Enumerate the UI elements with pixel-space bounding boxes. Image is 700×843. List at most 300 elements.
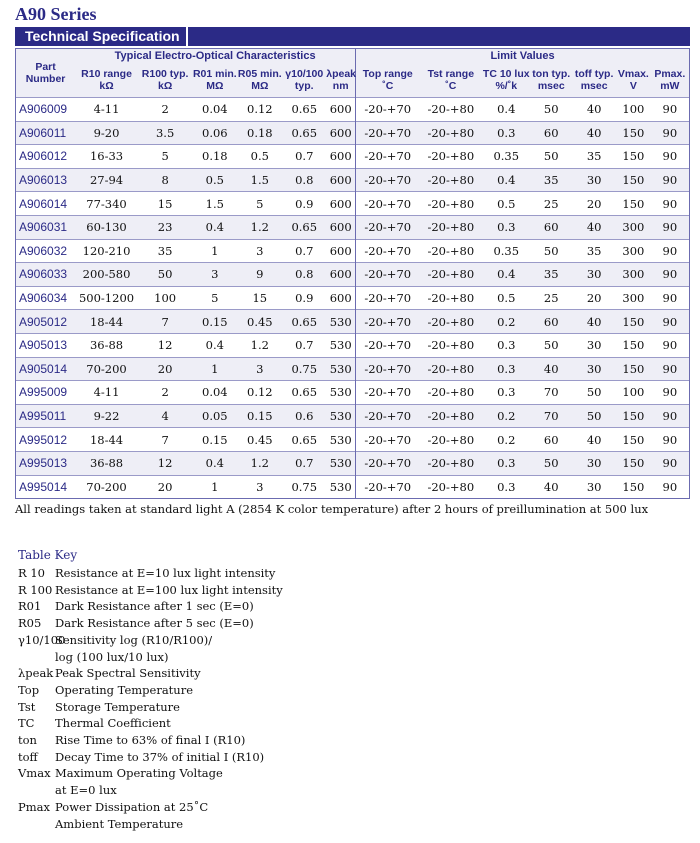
- table-cell: 90: [651, 428, 690, 452]
- footnote: All readings taken at standard light A (2854 K color temperature) after 2 hours of preillumination at 500 lux: [15, 502, 649, 516]
- table-cell: 35: [572, 145, 616, 169]
- table-cell: 9-20: [75, 121, 138, 145]
- table-cell: 0.5: [192, 168, 237, 192]
- table-cell: 20: [138, 357, 192, 381]
- key-description: at E=0 lux: [55, 783, 117, 798]
- table-cell: -20-+80: [419, 310, 482, 334]
- table-row: [16, 475, 690, 499]
- key-item: [18, 732, 283, 749]
- table-cell: -20-+70: [356, 451, 420, 475]
- table-cell: 0.65: [282, 98, 326, 122]
- table-cell: 3: [237, 357, 282, 381]
- table-cell: 50: [530, 239, 572, 263]
- table-cell: 30: [572, 263, 616, 287]
- table-cell: 0.3: [482, 333, 530, 357]
- key-symbol: Vmax: [18, 766, 51, 781]
- key-item: [18, 649, 283, 666]
- key-description: Decay Time to 37% of initial I (R10): [55, 749, 265, 764]
- table-row: [16, 168, 690, 192]
- table-cell: 0.75: [282, 357, 326, 381]
- table-cell: 100: [616, 381, 651, 405]
- table-cell: 3: [237, 239, 282, 263]
- key-description: Ambient Temperature: [55, 816, 184, 831]
- table-cell: 90: [651, 239, 690, 263]
- table-row: [16, 98, 690, 122]
- table-cell: 25: [530, 192, 572, 216]
- key-item: [18, 749, 283, 766]
- table-cell: 4-11: [75, 381, 138, 405]
- table-cell: 0.2: [482, 404, 530, 428]
- key-description: Operating Temperature: [55, 682, 194, 697]
- group-header-typical: Typical Electro-Optical Characteristics: [75, 49, 355, 63]
- table-cell: 90: [651, 310, 690, 334]
- table-cell: 530: [326, 428, 355, 452]
- table-cell: 27-94: [75, 168, 138, 192]
- table-cell: 150: [616, 145, 651, 169]
- section-title: Technical Specification: [19, 27, 188, 46]
- table-cell: 200-580: [75, 263, 138, 287]
- table-cell: 90: [651, 451, 690, 475]
- table-cell: 50: [572, 381, 616, 405]
- table-cell: 0.3: [482, 475, 530, 499]
- table-cell: -20-+80: [419, 168, 482, 192]
- table-cell: 120-210: [75, 239, 138, 263]
- part-number-cell: A906012: [16, 145, 76, 169]
- table-cell: -20-+80: [419, 381, 482, 405]
- table-cell: 30: [572, 357, 616, 381]
- table-cell: 150: [616, 168, 651, 192]
- table-cell: 1.2: [237, 333, 282, 357]
- table-cell: 0.4: [192, 215, 237, 239]
- table-cell: 9: [237, 263, 282, 287]
- table-cell: 90: [651, 286, 690, 310]
- table-cell: 150: [616, 451, 651, 475]
- table-row: [16, 310, 690, 334]
- table-cell: 150: [616, 121, 651, 145]
- table-cell: 60: [530, 428, 572, 452]
- table-cell: 0.4: [192, 451, 237, 475]
- table-cell: 0.2: [482, 428, 530, 452]
- part-number-cell: A906009: [16, 98, 76, 122]
- table-cell: -20-+80: [419, 286, 482, 310]
- col-header-toff: toff typ. msec: [572, 62, 616, 98]
- table-cell: -20-+70: [356, 310, 420, 334]
- key-description: Storage Temperature: [55, 699, 180, 714]
- table-cell: 60: [530, 121, 572, 145]
- key-item: [18, 565, 283, 582]
- key-item: [18, 632, 283, 649]
- table-cell: 0.4: [482, 168, 530, 192]
- spec-table: [15, 48, 690, 499]
- table-cell: 150: [616, 333, 651, 357]
- key-description: Rise Time to 63% of final I (R10): [55, 733, 246, 748]
- table-cell: 0.15: [192, 428, 237, 452]
- col-header-part: Part Number: [16, 49, 76, 98]
- table-cell: 100: [138, 286, 192, 310]
- table-cell: 90: [651, 121, 690, 145]
- table-cell: 600: [326, 263, 355, 287]
- table-cell: 4: [138, 404, 192, 428]
- table-cell: 0.4: [192, 333, 237, 357]
- table-cell: -20-+80: [419, 121, 482, 145]
- table-cell: 40: [572, 428, 616, 452]
- table-cell: 600: [326, 145, 355, 169]
- table-cell: -20-+70: [356, 381, 420, 405]
- table-row: [16, 121, 690, 145]
- table-cell: 150: [616, 428, 651, 452]
- key-description: Power Dissipation at 25˚C: [55, 799, 209, 814]
- section-header-bar: [15, 27, 690, 46]
- table-cell: 1.5: [192, 192, 237, 216]
- part-number-cell: A906014: [16, 192, 76, 216]
- key-item: [18, 782, 283, 799]
- table-cell: 0.3: [482, 381, 530, 405]
- table-cell: 40: [530, 475, 572, 499]
- table-cell: 530: [326, 310, 355, 334]
- key-description: Peak Spectral Sensitivity: [55, 666, 201, 681]
- table-cell: 0.65: [282, 215, 326, 239]
- part-number-cell: A906032: [16, 239, 76, 263]
- table-cell: 1: [192, 239, 237, 263]
- table-cell: -20-+70: [356, 333, 420, 357]
- table-cell: 90: [651, 263, 690, 287]
- table-cell: 300: [616, 263, 651, 287]
- table-cell: -20-+70: [356, 263, 420, 287]
- part-number-cell: A995012: [16, 428, 76, 452]
- table-cell: 90: [651, 381, 690, 405]
- table-cell: 90: [651, 145, 690, 169]
- table-cell: 30: [572, 333, 616, 357]
- spec-table-body: [16, 98, 690, 499]
- table-cell: 50: [530, 145, 572, 169]
- table-cell: -20-+70: [356, 428, 420, 452]
- table-cell: 77-340: [75, 192, 138, 216]
- table-cell: 150: [616, 357, 651, 381]
- table-cell: 50: [530, 333, 572, 357]
- table-cell: 70: [530, 404, 572, 428]
- table-cell: 150: [616, 404, 651, 428]
- table-cell: 3: [192, 263, 237, 287]
- key-item: [18, 799, 283, 816]
- table-cell: 15: [237, 286, 282, 310]
- col-header-lambda: λpeak nm: [326, 62, 355, 98]
- part-number-cell: A906013: [16, 168, 76, 192]
- part-number-cell: A995011: [16, 404, 76, 428]
- part-number-cell: A995009: [16, 381, 76, 405]
- table-cell: 35: [530, 263, 572, 287]
- part-number-cell: A905014: [16, 357, 76, 381]
- table-cell: 3: [237, 475, 282, 499]
- table-key-title: Table Key: [18, 548, 78, 562]
- table-cell: 20: [138, 475, 192, 499]
- table-cell: -20-+80: [419, 428, 482, 452]
- table-cell: 150: [616, 192, 651, 216]
- table-cell: 23: [138, 215, 192, 239]
- table-cell: 530: [326, 475, 355, 499]
- table-cell: 0.5: [482, 192, 530, 216]
- table-cell: 0.12: [237, 381, 282, 405]
- table-cell: -20-+80: [419, 145, 482, 169]
- table-cell: -20-+80: [419, 357, 482, 381]
- table-cell: -20-+70: [356, 215, 420, 239]
- table-cell: -20-+80: [419, 475, 482, 499]
- table-cell: 18-44: [75, 428, 138, 452]
- part-number-cell: A995014: [16, 475, 76, 499]
- table-cell: 40: [572, 215, 616, 239]
- table-cell: 60: [530, 310, 572, 334]
- table-row: [16, 333, 690, 357]
- table-cell: 0.3: [482, 357, 530, 381]
- table-cell: 35: [530, 168, 572, 192]
- table-cell: 0.7: [282, 145, 326, 169]
- table-cell: 90: [651, 475, 690, 499]
- key-symbol: R 10: [18, 566, 45, 580]
- table-cell: 300: [616, 215, 651, 239]
- key-description: Resistance at E=100 lux light intensity: [55, 582, 283, 597]
- table-cell: 12: [138, 451, 192, 475]
- table-cell: 50: [138, 263, 192, 287]
- table-cell: 1: [192, 357, 237, 381]
- table-cell: 0.4: [482, 98, 530, 122]
- table-cell: 30: [572, 475, 616, 499]
- part-number-cell: A906034: [16, 286, 76, 310]
- table-cell: 0.7: [282, 239, 326, 263]
- table-cell: 0.65: [282, 381, 326, 405]
- part-number-cell: A906011: [16, 121, 76, 145]
- table-cell: 70-200: [75, 475, 138, 499]
- table-cell: -20-+70: [356, 404, 420, 428]
- key-item: [18, 615, 283, 632]
- table-cell: 0.35: [482, 145, 530, 169]
- table-cell: -20-+70: [356, 192, 420, 216]
- table-cell: 530: [326, 451, 355, 475]
- table-cell: -20-+70: [356, 475, 420, 499]
- col-header-r10: R10 range kΩ: [75, 62, 138, 98]
- table-cell: 530: [326, 381, 355, 405]
- col-header-pmax: Pmax. mW: [651, 62, 690, 98]
- key-description: Dark Resistance after 5 sec (E=0): [55, 616, 254, 631]
- table-cell: 30: [572, 451, 616, 475]
- key-description: Dark Resistance after 1 sec (E=0): [55, 599, 254, 614]
- series-title: A90 Series: [15, 4, 97, 24]
- table-cell: 100: [616, 98, 651, 122]
- table-cell: 600: [326, 121, 355, 145]
- table-cell: 3.5: [138, 121, 192, 145]
- table-cell: -20-+70: [356, 98, 420, 122]
- key-symbol: Top: [18, 682, 40, 697]
- table-cell: 0.15: [192, 310, 237, 334]
- table-cell: 0.3: [482, 121, 530, 145]
- table-cell: -20-+70: [356, 357, 420, 381]
- table-cell: 5: [192, 286, 237, 310]
- table-cell: 25: [530, 286, 572, 310]
- col-header-r100: R100 typ. kΩ: [138, 62, 192, 98]
- table-cell: 600: [326, 215, 355, 239]
- key-symbol: γ10/100: [18, 632, 66, 647]
- part-number-cell: A905013: [16, 333, 76, 357]
- table-cell: 70-200: [75, 357, 138, 381]
- table-cell: 70: [530, 381, 572, 405]
- key-description: log (100 lux/10 lux): [55, 649, 169, 664]
- part-number-cell: A995013: [16, 451, 76, 475]
- table-cell: 0.75: [282, 475, 326, 499]
- table-cell: 50: [530, 451, 572, 475]
- table-cell: 150: [616, 475, 651, 499]
- key-symbol: R01: [18, 599, 42, 614]
- table-cell: 36-88: [75, 333, 138, 357]
- table-cell: 50: [530, 98, 572, 122]
- col-header-gamma: γ10/100 typ.: [282, 62, 326, 98]
- table-cell: 20: [572, 286, 616, 310]
- table-cell: -20-+80: [419, 263, 482, 287]
- table-cell: 0.35: [482, 239, 530, 263]
- col-header-tst: Tst range ˚C: [419, 62, 482, 98]
- key-symbol: R 100: [18, 582, 53, 597]
- table-cell: 9-22: [75, 404, 138, 428]
- table-cell: -20-+80: [419, 239, 482, 263]
- table-cell: 600: [326, 192, 355, 216]
- table-cell: 90: [651, 333, 690, 357]
- key-symbol: toff: [18, 749, 38, 764]
- part-number-cell: A906031: [16, 215, 76, 239]
- table-cell: -20-+80: [419, 333, 482, 357]
- table-cell: 0.65: [282, 121, 326, 145]
- table-cell: 5: [138, 145, 192, 169]
- table-row: [16, 357, 690, 381]
- key-symbol: Tst: [18, 699, 36, 714]
- table-cell: 90: [651, 215, 690, 239]
- table-cell: -20-+70: [356, 286, 420, 310]
- table-cell: 40: [530, 357, 572, 381]
- table-cell: 2: [138, 381, 192, 405]
- key-symbol: ton: [18, 733, 37, 748]
- table-cell: 0.4: [482, 263, 530, 287]
- table-cell: 150: [616, 310, 651, 334]
- key-item: [18, 699, 283, 716]
- table-cell: 60: [530, 215, 572, 239]
- table-cell: 0.04: [192, 98, 237, 122]
- table-cell: -20-+70: [356, 168, 420, 192]
- key-item: [18, 582, 283, 599]
- table-cell: 20: [572, 192, 616, 216]
- table-cell: 16-33: [75, 145, 138, 169]
- key-description: Resistance at E=10 lux light intensity: [55, 566, 276, 580]
- table-cell: -20-+80: [419, 192, 482, 216]
- col-header-r05: R05 min. MΩ: [237, 62, 282, 98]
- table-cell: 300: [616, 239, 651, 263]
- table-cell: 90: [651, 404, 690, 428]
- table-cell: 2: [138, 98, 192, 122]
- key-item: [18, 665, 283, 682]
- table-cell: 15: [138, 192, 192, 216]
- col-header-tc: TC 10 lux %/˚k: [482, 62, 530, 98]
- key-description: Sensitivity log (R10/R100)/: [55, 632, 213, 647]
- table-cell: 90: [651, 98, 690, 122]
- table-cell: 50: [572, 404, 616, 428]
- table-row: [16, 239, 690, 263]
- key-item: [18, 715, 283, 732]
- table-row: [16, 192, 690, 216]
- table-cell: 600: [326, 239, 355, 263]
- table-cell: 0.15: [237, 404, 282, 428]
- part-number-cell: A906033: [16, 263, 76, 287]
- table-cell: 300: [616, 286, 651, 310]
- table-row: [16, 145, 690, 169]
- key-symbol: TC: [18, 716, 35, 731]
- table-cell: 600: [326, 98, 355, 122]
- table-cell: 0.8: [282, 168, 326, 192]
- table-cell: 0.5: [482, 286, 530, 310]
- table-cell: 530: [326, 404, 355, 428]
- table-cell: 12: [138, 333, 192, 357]
- table-cell: 40: [572, 121, 616, 145]
- table-row: [16, 286, 690, 310]
- part-number-cell: A905012: [16, 310, 76, 334]
- table-row: [16, 404, 690, 428]
- table-cell: 60-130: [75, 215, 138, 239]
- table-cell: -20-+80: [419, 215, 482, 239]
- key-description: Maximum Operating Voltage: [55, 766, 223, 781]
- table-cell: 7: [138, 310, 192, 334]
- key-symbol: R05: [18, 616, 42, 631]
- table-cell: 1.2: [237, 451, 282, 475]
- key-symbol: λpeak: [18, 666, 54, 681]
- col-header-ton: ton typ. msec: [530, 62, 572, 98]
- table-cell: 30: [572, 168, 616, 192]
- table-cell: 530: [326, 357, 355, 381]
- table-cell: 0.3: [482, 451, 530, 475]
- table-row: [16, 451, 690, 475]
- table-cell: 90: [651, 168, 690, 192]
- table-row: [16, 263, 690, 287]
- table-cell: 500-1200: [75, 286, 138, 310]
- table-cell: 0.18: [237, 121, 282, 145]
- table-cell: 8: [138, 168, 192, 192]
- key-symbol: Pmax: [18, 799, 50, 814]
- table-cell: 0.45: [237, 428, 282, 452]
- table-cell: -20-+70: [356, 121, 420, 145]
- table-cell: 600: [326, 286, 355, 310]
- table-cell: 35: [572, 239, 616, 263]
- table-cell: 600: [326, 168, 355, 192]
- table-cell: 0.45: [237, 310, 282, 334]
- table-cell: 0.9: [282, 286, 326, 310]
- table-cell: -20-+70: [356, 239, 420, 263]
- table-cell: 0.05: [192, 404, 237, 428]
- key-item: [18, 765, 283, 782]
- table-cell: 40: [572, 310, 616, 334]
- table-cell: 4-11: [75, 98, 138, 122]
- key-item: [18, 682, 283, 699]
- table-cell: 0.06: [192, 121, 237, 145]
- table-cell: 0.7: [282, 333, 326, 357]
- table-row: [16, 215, 690, 239]
- table-row: [16, 381, 690, 405]
- table-cell: 1.5: [237, 168, 282, 192]
- table-cell: 0.12: [237, 98, 282, 122]
- table-cell: 0.18: [192, 145, 237, 169]
- table-cell: -20-+70: [356, 145, 420, 169]
- table-key-list: [18, 565, 283, 832]
- table-cell: 0.65: [282, 428, 326, 452]
- table-cell: -20-+80: [419, 98, 482, 122]
- table-cell: 0.7: [282, 451, 326, 475]
- key-item: [18, 598, 283, 615]
- table-cell: 530: [326, 333, 355, 357]
- table-cell: 18-44: [75, 310, 138, 334]
- table-cell: -20-+80: [419, 404, 482, 428]
- table-cell: 0.3: [482, 215, 530, 239]
